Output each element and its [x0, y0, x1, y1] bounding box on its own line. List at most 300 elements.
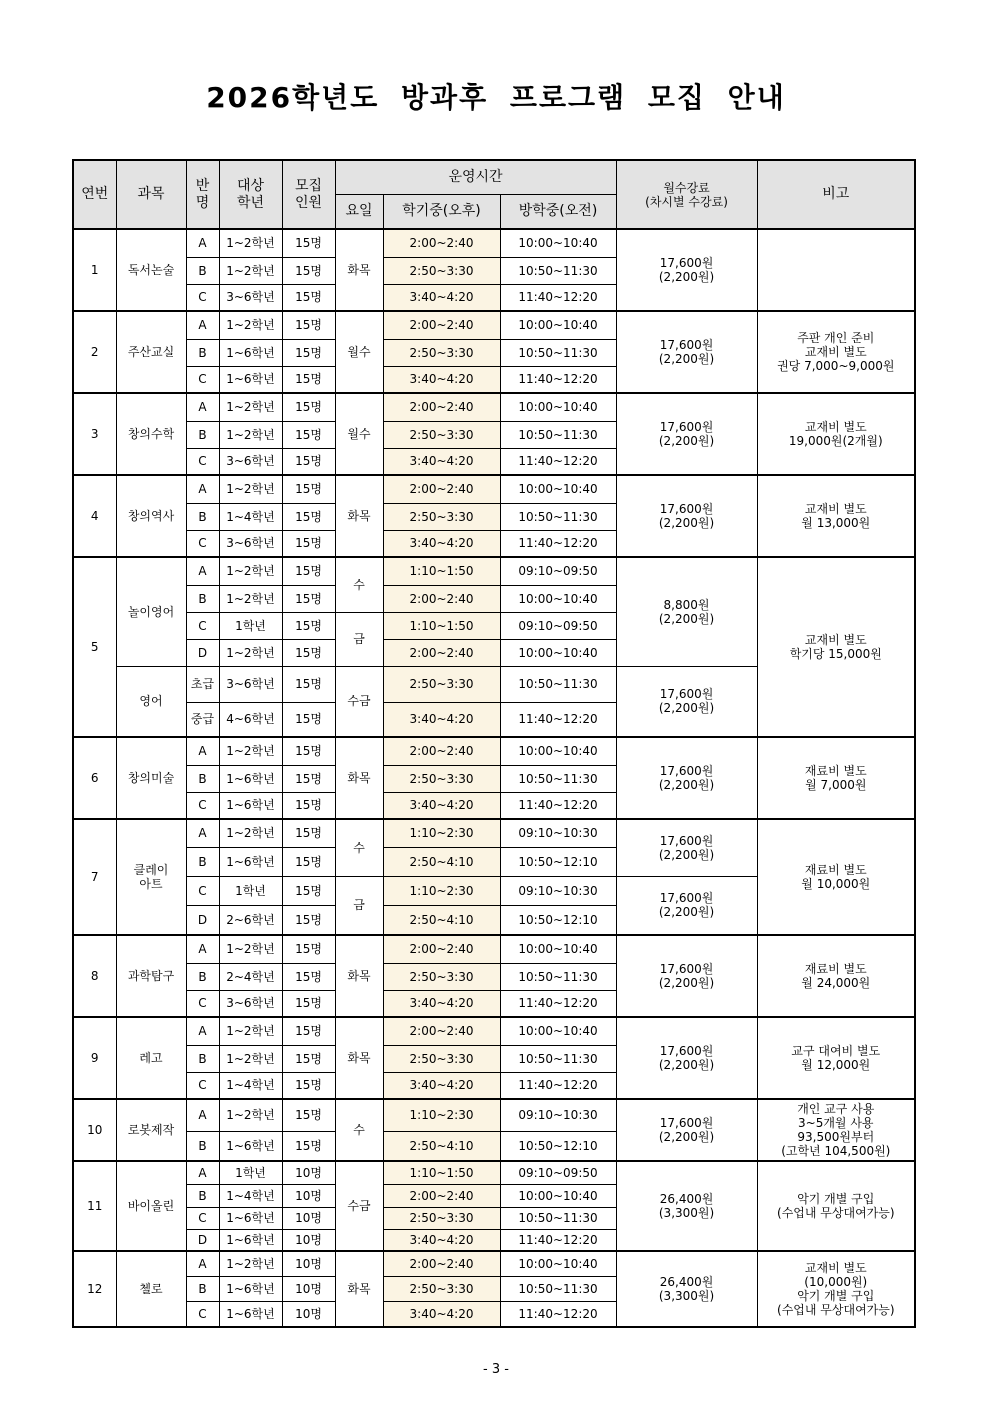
- day-cell: 화목: [335, 229, 383, 311]
- capacity-cell: 15명: [282, 366, 335, 393]
- day-cell: 금: [335, 612, 383, 666]
- vacation-time-cell: 11:40~12:20: [500, 448, 616, 475]
- program-group: [73, 229, 915, 311]
- header-grade: 대상 학년: [219, 160, 282, 229]
- note-cell: 교구 대여비 별도 월 12,000원: [757, 1017, 915, 1099]
- vacation-time-cell: 09:10~09:50: [500, 612, 616, 639]
- fee-cell: 17,600원 (2,200원): [616, 229, 757, 311]
- vacation-time-cell: 10:00~10:40: [500, 639, 616, 666]
- note-cell: 악기 개별 구입 (수업내 무상대여가능): [757, 1161, 915, 1251]
- day-cell: 화목: [335, 475, 383, 557]
- note-cell: 재료비 별도 월 24,000원: [757, 935, 915, 1017]
- subject-cell: 클레이 아트: [116, 819, 186, 935]
- grade-cell: 1~2학년: [219, 311, 282, 339]
- grade-cell: 1~4학년: [219, 503, 282, 530]
- grade-cell: 1~4학년: [219, 1072, 282, 1099]
- program-group: [73, 1251, 915, 1327]
- grade-cell: 1~6학년: [219, 366, 282, 393]
- vacation-time-cell: 10:00~10:40: [500, 585, 616, 612]
- class-cell: C: [186, 1072, 219, 1099]
- capacity-cell: 15명: [282, 963, 335, 990]
- class-cell: A: [186, 557, 219, 585]
- semester-time-cell: 2:00~2:40: [383, 475, 500, 503]
- grade-cell: 1~6학년: [219, 1131, 282, 1161]
- vacation-time-cell: 10:00~10:40: [500, 229, 616, 257]
- capacity-cell: 15명: [282, 935, 335, 963]
- program-group: [73, 935, 915, 1017]
- semester-time-cell: 2:50~4:10: [383, 847, 500, 876]
- row-number-cell: 12: [73, 1251, 116, 1327]
- header-note: 비고: [757, 160, 915, 229]
- grade-cell: 1~2학년: [219, 557, 282, 585]
- class-cell: B: [186, 339, 219, 366]
- capacity-cell: 15명: [282, 1045, 335, 1072]
- class-cell: A: [186, 475, 219, 503]
- grade-cell: 1학년: [219, 612, 282, 639]
- note-cell: [757, 229, 915, 311]
- grade-cell: 2~4학년: [219, 963, 282, 990]
- program-table: [72, 159, 916, 1328]
- header-no: 연번: [73, 160, 116, 229]
- program-group: [73, 1099, 915, 1161]
- subject-cell: 첼로: [116, 1251, 186, 1327]
- capacity-cell: 15명: [282, 666, 335, 702]
- capacity-cell: 15명: [282, 311, 335, 339]
- vacation-time-cell: 10:50~11:30: [500, 1045, 616, 1072]
- class-cell: B: [186, 421, 219, 448]
- program-group: [73, 311, 915, 393]
- semester-time-cell: 2:00~2:40: [383, 393, 500, 421]
- semester-time-cell: 2:00~2:40: [383, 935, 500, 963]
- table-row: [73, 819, 915, 847]
- semester-time-cell: 3:40~4:20: [383, 366, 500, 393]
- row-number-cell: 8: [73, 935, 116, 1017]
- capacity-cell: 15명: [282, 765, 335, 792]
- grade-cell: 1~2학년: [219, 737, 282, 765]
- vacation-time-cell: 11:40~12:20: [500, 530, 616, 557]
- vacation-time-cell: 09:10~10:30: [500, 876, 616, 905]
- subject-cell: 레고: [116, 1017, 186, 1099]
- day-cell: 화목: [335, 1017, 383, 1099]
- grade-cell: 1~2학년: [219, 257, 282, 284]
- header-capacity: 모집 인원: [282, 160, 335, 229]
- semester-time-cell: 2:00~2:40: [383, 1184, 500, 1207]
- vacation-time-cell: 10:50~11:30: [500, 503, 616, 530]
- vacation-time-cell: 09:10~10:30: [500, 819, 616, 847]
- grade-cell: 3~6학년: [219, 530, 282, 557]
- semester-time-cell: 3:40~4:20: [383, 530, 500, 557]
- grade-cell: 1~2학년: [219, 935, 282, 963]
- grade-cell: 1~2학년: [219, 1099, 282, 1131]
- note-cell: 교재비 별도 19,000원(2개월): [757, 393, 915, 475]
- vacation-time-cell: 10:50~11:30: [500, 1207, 616, 1229]
- capacity-cell: 15명: [282, 737, 335, 765]
- vacation-time-cell: 10:00~10:40: [500, 1017, 616, 1045]
- fee-cell: 17,600원 (2,200원): [616, 819, 757, 876]
- capacity-cell: 10명: [282, 1301, 335, 1327]
- semester-time-cell: 2:50~4:10: [383, 905, 500, 935]
- semester-time-cell: 1:10~2:30: [383, 1099, 500, 1131]
- table-row: [73, 311, 915, 339]
- semester-time-cell: 2:00~2:40: [383, 737, 500, 765]
- class-cell: B: [186, 765, 219, 792]
- class-cell: A: [186, 935, 219, 963]
- header-day: 요일: [335, 195, 383, 230]
- capacity-cell: 10명: [282, 1276, 335, 1301]
- row-number-cell: 11: [73, 1161, 116, 1251]
- semester-time-cell: 1:10~1:50: [383, 612, 500, 639]
- class-cell: C: [186, 990, 219, 1017]
- table-row: [73, 737, 915, 765]
- semester-time-cell: 2:50~4:10: [383, 1131, 500, 1161]
- class-cell: D: [186, 639, 219, 666]
- capacity-cell: 15명: [282, 792, 335, 819]
- fee-cell: 8,800원 (2,200원): [616, 557, 757, 666]
- capacity-cell: 15명: [282, 421, 335, 448]
- semester-time-cell: 3:40~4:20: [383, 792, 500, 819]
- class-cell: C: [186, 1207, 219, 1229]
- subject-cell: 창의역사: [116, 475, 186, 557]
- header-subject: 과목: [116, 160, 186, 229]
- day-cell: 수: [335, 1099, 383, 1161]
- day-cell: 화목: [335, 935, 383, 1017]
- program-group: [73, 737, 915, 819]
- class-cell: 초급: [186, 666, 219, 702]
- grade-cell: 1~2학년: [219, 1251, 282, 1276]
- grade-cell: 1~6학년: [219, 1207, 282, 1229]
- capacity-cell: 15명: [282, 339, 335, 366]
- semester-time-cell: 3:40~4:20: [383, 1229, 500, 1251]
- row-number-cell: 6: [73, 737, 116, 819]
- fee-cell: 17,600원 (2,200원): [616, 876, 757, 935]
- grade-cell: 1~6학년: [219, 847, 282, 876]
- row-number-cell: 10: [73, 1099, 116, 1161]
- fee-cell: 17,600원 (2,200원): [616, 311, 757, 393]
- row-number-cell: 2: [73, 311, 116, 393]
- subject-cell: 창의미술: [116, 737, 186, 819]
- class-cell: B: [186, 585, 219, 612]
- capacity-cell: 15명: [282, 1099, 335, 1131]
- capacity-cell: 15명: [282, 448, 335, 475]
- grade-cell: 1~2학년: [219, 1045, 282, 1072]
- vacation-time-cell: 10:50~11:30: [500, 963, 616, 990]
- semester-time-cell: 3:40~4:20: [383, 448, 500, 475]
- class-cell: C: [186, 530, 219, 557]
- capacity-cell: 15명: [282, 530, 335, 557]
- semester-time-cell: 2:50~3:30: [383, 963, 500, 990]
- class-cell: A: [186, 229, 219, 257]
- program-group: [73, 557, 915, 737]
- semester-time-cell: 3:40~4:20: [383, 1301, 500, 1327]
- subject-cell: 주산교실: [116, 311, 186, 393]
- fee-cell: 17,600원 (2,200원): [616, 475, 757, 557]
- semester-time-cell: 2:50~3:30: [383, 765, 500, 792]
- class-cell: C: [186, 612, 219, 639]
- subject-cell: 과학탐구: [116, 935, 186, 1017]
- capacity-cell: 15명: [282, 557, 335, 585]
- program-group: [73, 1017, 915, 1099]
- vacation-time-cell: 11:40~12:20: [500, 792, 616, 819]
- fee-cell: 17,600원 (2,200원): [616, 1017, 757, 1099]
- semester-time-cell: 1:10~2:30: [383, 876, 500, 905]
- header-class: 반 명: [186, 160, 219, 229]
- grade-cell: 1~2학년: [219, 475, 282, 503]
- semester-time-cell: 3:40~4:20: [383, 990, 500, 1017]
- class-cell: A: [186, 393, 219, 421]
- capacity-cell: 15명: [282, 702, 335, 737]
- vacation-time-cell: 10:50~12:10: [500, 847, 616, 876]
- grade-cell: 1~6학년: [219, 1229, 282, 1251]
- capacity-cell: 10명: [282, 1251, 335, 1276]
- capacity-cell: 15명: [282, 229, 335, 257]
- fee-cell: 17,600원 (2,200원): [616, 393, 757, 475]
- table-row: [73, 229, 915, 257]
- vacation-time-cell: 10:00~10:40: [500, 475, 616, 503]
- fee-cell: 17,600원 (2,200원): [616, 666, 757, 737]
- class-cell: A: [186, 1161, 219, 1184]
- vacation-time-cell: 10:50~12:10: [500, 905, 616, 935]
- row-number-cell: 9: [73, 1017, 116, 1099]
- program-group: [73, 475, 915, 557]
- semester-time-cell: 2:50~3:30: [383, 257, 500, 284]
- vacation-time-cell: 09:10~09:50: [500, 1161, 616, 1184]
- table-row: [73, 1099, 915, 1131]
- grade-cell: 1~2학년: [219, 421, 282, 448]
- day-cell: 월수: [335, 311, 383, 393]
- capacity-cell: 15명: [282, 847, 335, 876]
- class-cell: B: [186, 1276, 219, 1301]
- class-cell: A: [186, 1099, 219, 1131]
- capacity-cell: 15명: [282, 257, 335, 284]
- class-cell: B: [186, 257, 219, 284]
- header-semester: 학기중(오후): [383, 195, 500, 230]
- class-cell: C: [186, 792, 219, 819]
- capacity-cell: 15명: [282, 612, 335, 639]
- grade-cell: 1학년: [219, 1161, 282, 1184]
- note-cell: 교재비 별도 학기당 15,000원: [757, 557, 915, 737]
- class-cell: B: [186, 963, 219, 990]
- semester-time-cell: 2:00~2:40: [383, 639, 500, 666]
- day-cell: 월수: [335, 393, 383, 475]
- subject-cell: 창의수학: [116, 393, 186, 475]
- header-vacation: 방학중(오전): [500, 195, 616, 230]
- row-number-cell: 3: [73, 393, 116, 475]
- vacation-time-cell: 10:00~10:40: [500, 311, 616, 339]
- semester-time-cell: 2:50~3:30: [383, 1276, 500, 1301]
- vacation-time-cell: 11:40~12:20: [500, 990, 616, 1017]
- grade-cell: 2~6학년: [219, 905, 282, 935]
- table-row: [73, 1251, 915, 1276]
- semester-time-cell: 2:50~3:30: [383, 1045, 500, 1072]
- page-title: 2026학년도 방과후 프로그램 모집 안내: [206, 81, 786, 114]
- note-cell: 교재비 별도 월 13,000원: [757, 475, 915, 557]
- table-row: [73, 1161, 915, 1184]
- day-cell: 수: [335, 819, 383, 876]
- program-group: [73, 819, 915, 935]
- vacation-time-cell: 10:00~10:40: [500, 393, 616, 421]
- table-header: [73, 160, 915, 229]
- day-cell: 수: [335, 557, 383, 612]
- semester-time-cell: 3:40~4:20: [383, 284, 500, 311]
- fee-cell: 26,400원 (3,300원): [616, 1251, 757, 1327]
- capacity-cell: 15명: [282, 475, 335, 503]
- semester-time-cell: 2:00~2:40: [383, 229, 500, 257]
- class-cell: C: [186, 876, 219, 905]
- grade-cell: 1~6학년: [219, 765, 282, 792]
- capacity-cell: 15명: [282, 393, 335, 421]
- class-cell: A: [186, 1017, 219, 1045]
- day-cell: 수금: [335, 1161, 383, 1251]
- class-cell: C: [186, 1301, 219, 1327]
- vacation-time-cell: 11:40~12:20: [500, 284, 616, 311]
- grade-cell: 1~4학년: [219, 1184, 282, 1207]
- capacity-cell: 15명: [282, 503, 335, 530]
- day-cell: 화목: [335, 737, 383, 819]
- class-cell: 중급: [186, 702, 219, 737]
- table-row: [73, 393, 915, 421]
- note-cell: 개인 교구 사용 3~5개월 사용 93,500원부터 (고학년 104,500원): [757, 1099, 915, 1161]
- grade-cell: 1~2학년: [219, 393, 282, 421]
- vacation-time-cell: 10:00~10:40: [500, 1184, 616, 1207]
- fee-cell: 26,400원 (3,300원): [616, 1161, 757, 1251]
- capacity-cell: 15명: [282, 585, 335, 612]
- subject-cell: 로봇제작: [116, 1099, 186, 1161]
- class-cell: B: [186, 847, 219, 876]
- grade-cell: 1~6학년: [219, 339, 282, 366]
- class-cell: A: [186, 737, 219, 765]
- page-number: - 3 -: [483, 1362, 509, 1377]
- semester-time-cell: 2:00~2:40: [383, 1017, 500, 1045]
- vacation-time-cell: 10:00~10:40: [500, 935, 616, 963]
- row-number-cell: 4: [73, 475, 116, 557]
- semester-time-cell: 1:10~1:50: [383, 1161, 500, 1184]
- semester-time-cell: 2:00~2:40: [383, 585, 500, 612]
- vacation-time-cell: 11:40~12:20: [500, 1229, 616, 1251]
- note-cell: 재료비 별도 월 10,000원: [757, 819, 915, 935]
- row-number-cell: 5: [73, 557, 116, 737]
- class-cell: B: [186, 503, 219, 530]
- capacity-cell: 15명: [282, 990, 335, 1017]
- semester-time-cell: 2:50~3:30: [383, 339, 500, 366]
- vacation-time-cell: 09:10~09:50: [500, 557, 616, 585]
- table-row: [73, 935, 915, 963]
- header-operation-time: 운영시간: [335, 160, 616, 195]
- vacation-time-cell: 10:50~11:30: [500, 339, 616, 366]
- class-cell: D: [186, 905, 219, 935]
- grade-cell: 1~6학년: [219, 1276, 282, 1301]
- semester-time-cell: 3:40~4:20: [383, 702, 500, 737]
- vacation-time-cell: 10:50~12:10: [500, 1131, 616, 1161]
- program-group: [73, 1161, 915, 1251]
- grade-cell: 1~6학년: [219, 1301, 282, 1327]
- vacation-time-cell: 10:00~10:40: [500, 737, 616, 765]
- grade-cell: 3~6학년: [219, 448, 282, 475]
- vacation-time-cell: 10:00~10:40: [500, 1251, 616, 1276]
- class-cell: D: [186, 1229, 219, 1251]
- table-row: [73, 557, 915, 585]
- grade-cell: 3~6학년: [219, 990, 282, 1017]
- grade-cell: 1~2학년: [219, 819, 282, 847]
- fee-cell: 17,600원 (2,200원): [616, 1099, 757, 1161]
- grade-cell: 4~6학년: [219, 702, 282, 737]
- vacation-time-cell: 11:40~12:20: [500, 1072, 616, 1099]
- capacity-cell: 15명: [282, 819, 335, 847]
- day-cell: 수금: [335, 666, 383, 737]
- vacation-time-cell: 10:50~11:30: [500, 1276, 616, 1301]
- vacation-time-cell: 10:50~11:30: [500, 421, 616, 448]
- class-cell: B: [186, 1045, 219, 1072]
- grade-cell: 1~6학년: [219, 792, 282, 819]
- row-number-cell: 7: [73, 819, 116, 935]
- semester-time-cell: 2:50~3:30: [383, 503, 500, 530]
- capacity-cell: 15명: [282, 1072, 335, 1099]
- vacation-time-cell: 11:40~12:20: [500, 702, 616, 737]
- capacity-cell: 10명: [282, 1229, 335, 1251]
- semester-time-cell: 2:50~3:30: [383, 1207, 500, 1229]
- subject-cell: 영어: [116, 666, 186, 737]
- vacation-time-cell: 10:50~11:30: [500, 257, 616, 284]
- vacation-time-cell: 11:40~12:20: [500, 1301, 616, 1327]
- note-cell: 교재비 별도 (10,000원) 악기 개별 구입 (수업내 무상대여가능): [757, 1251, 915, 1327]
- vacation-time-cell: 10:50~11:30: [500, 666, 616, 702]
- header-fee: 월수강료 (차시별 수강료): [616, 160, 757, 229]
- capacity-cell: 15명: [282, 639, 335, 666]
- fee-cell: 17,600원 (2,200원): [616, 737, 757, 819]
- vacation-time-cell: 09:10~10:30: [500, 1099, 616, 1131]
- semester-time-cell: 1:10~2:30: [383, 819, 500, 847]
- table-row: [73, 1017, 915, 1045]
- grade-cell: 1~2학년: [219, 639, 282, 666]
- semester-time-cell: 1:10~1:50: [383, 557, 500, 585]
- semester-time-cell: 2:50~3:30: [383, 666, 500, 702]
- class-cell: B: [186, 1184, 219, 1207]
- grade-cell: 1~2학년: [219, 1017, 282, 1045]
- day-cell: 화목: [335, 1251, 383, 1327]
- program-group: [73, 393, 915, 475]
- subject-cell: 바이올린: [116, 1161, 186, 1251]
- capacity-cell: 15명: [282, 1017, 335, 1045]
- note-cell: 재료비 별도 월 7,000원: [757, 737, 915, 819]
- semester-time-cell: 2:00~2:40: [383, 1251, 500, 1276]
- semester-time-cell: 2:50~3:30: [383, 421, 500, 448]
- capacity-cell: 10명: [282, 1184, 335, 1207]
- class-cell: C: [186, 366, 219, 393]
- class-cell: A: [186, 1251, 219, 1276]
- grade-cell: 1~2학년: [219, 229, 282, 257]
- class-cell: B: [186, 1131, 219, 1161]
- fee-cell: 17,600원 (2,200원): [616, 935, 757, 1017]
- capacity-cell: 10명: [282, 1207, 335, 1229]
- semester-time-cell: 3:40~4:20: [383, 1072, 500, 1099]
- note-cell: 주판 개인 준비 교재비 별도 권당 7,000~9,000원: [757, 311, 915, 393]
- capacity-cell: 15명: [282, 284, 335, 311]
- vacation-time-cell: 10:50~11:30: [500, 765, 616, 792]
- table-row: [73, 475, 915, 503]
- class-cell: A: [186, 819, 219, 847]
- class-cell: A: [186, 311, 219, 339]
- capacity-cell: 15명: [282, 1131, 335, 1161]
- subject-cell: 독서논술: [116, 229, 186, 311]
- grade-cell: 1학년: [219, 876, 282, 905]
- grade-cell: 1~2학년: [219, 585, 282, 612]
- class-cell: C: [186, 284, 219, 311]
- vacation-time-cell: 11:40~12:20: [500, 366, 616, 393]
- subject-cell: 놀이영어: [116, 557, 186, 666]
- grade-cell: 3~6학년: [219, 666, 282, 702]
- grade-cell: 3~6학년: [219, 284, 282, 311]
- capacity-cell: 10명: [282, 1161, 335, 1184]
- row-number-cell: 1: [73, 229, 116, 311]
